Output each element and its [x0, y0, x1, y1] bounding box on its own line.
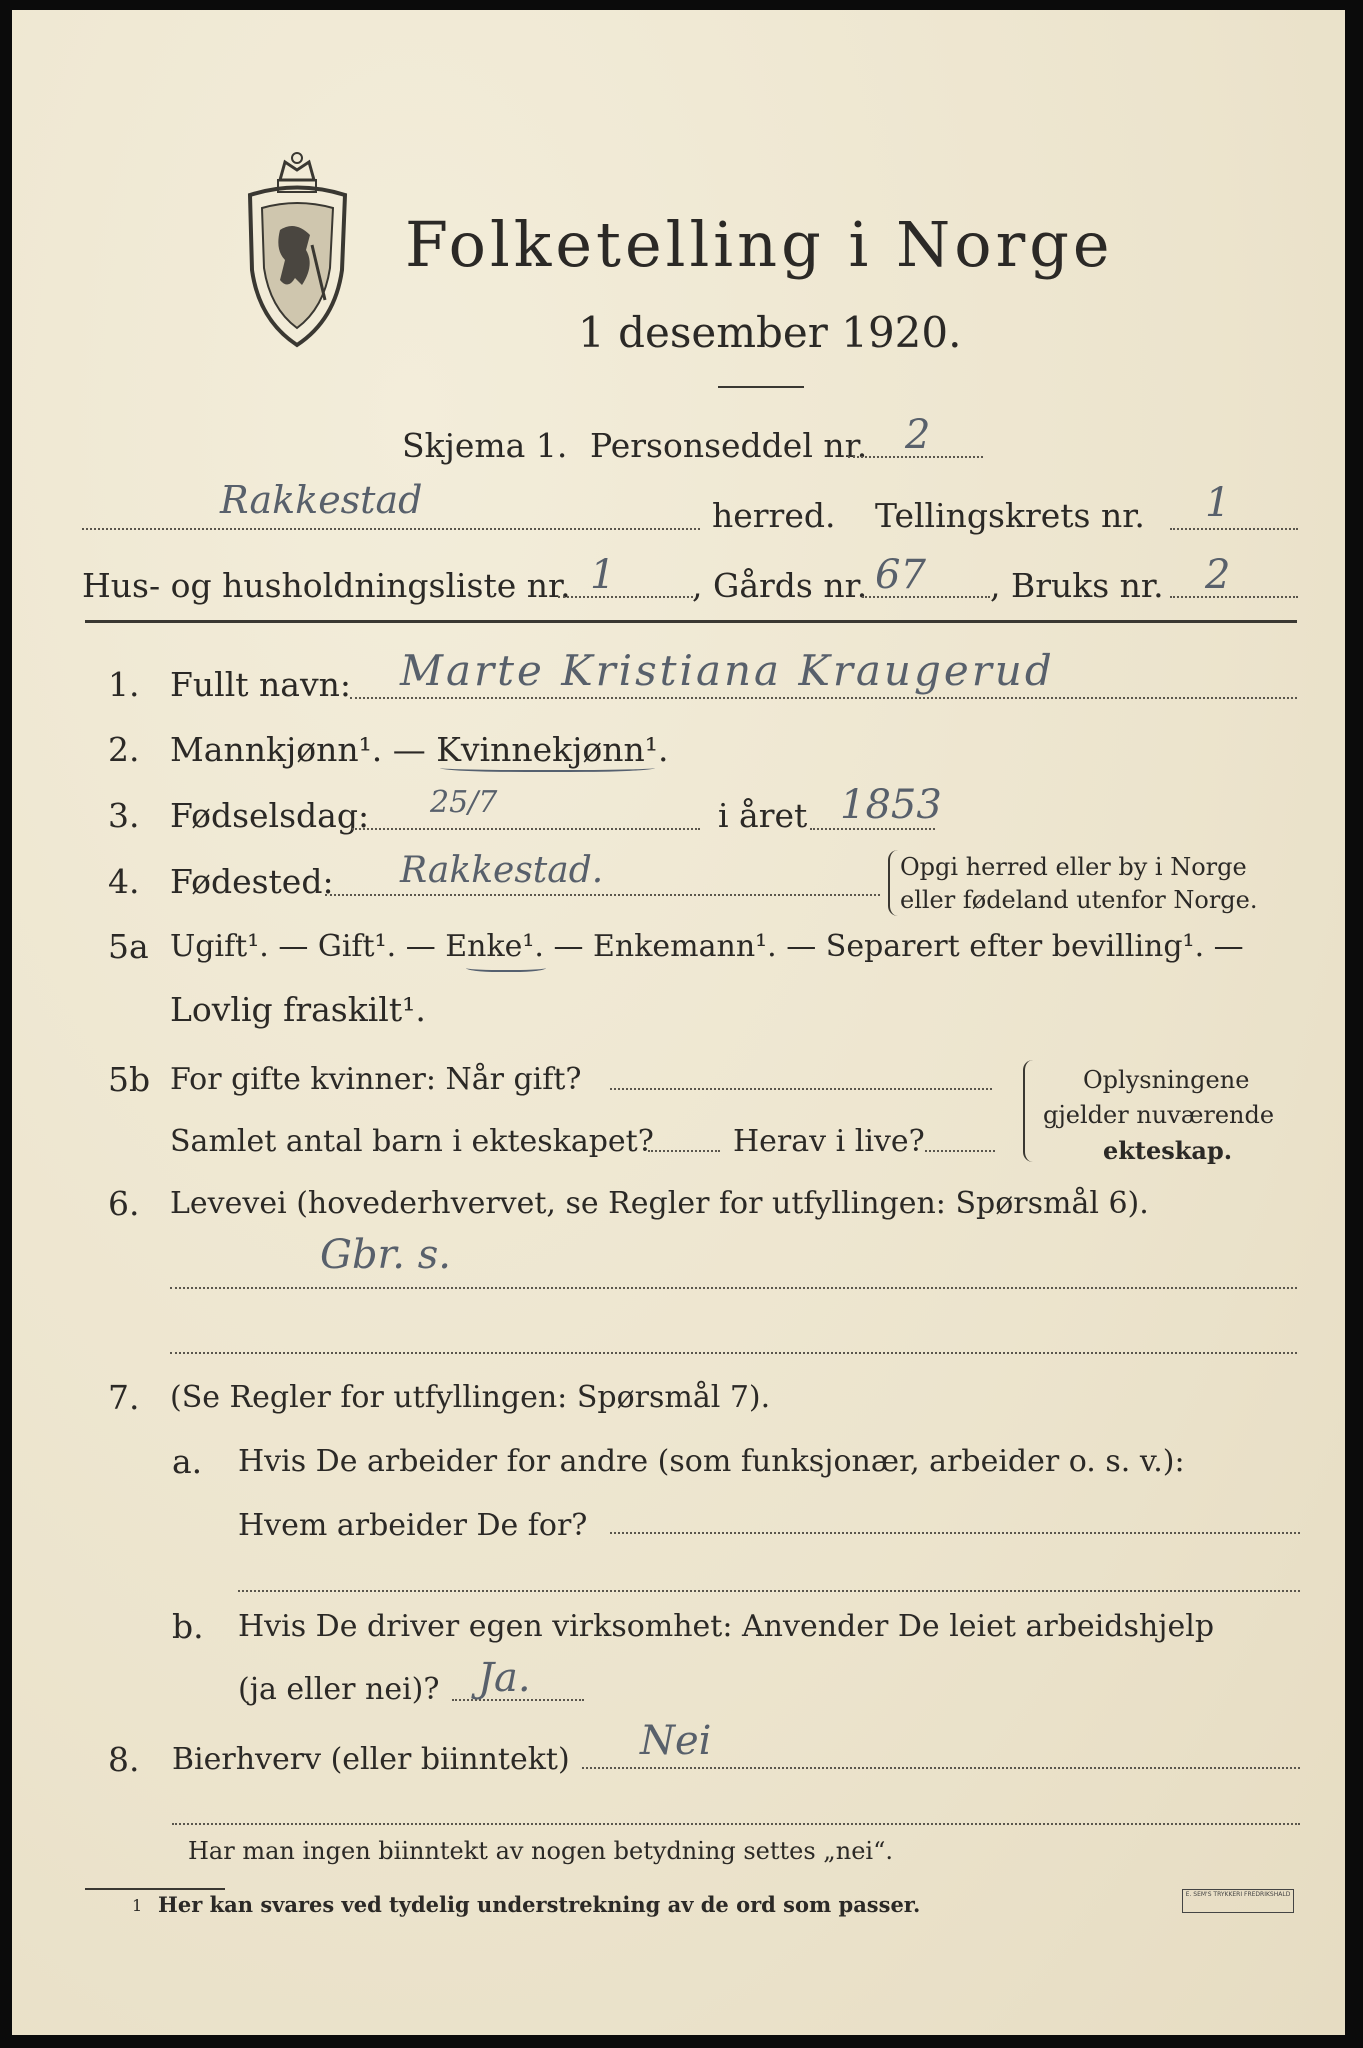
q7a-field-2: [238, 1590, 1300, 1592]
q8-value: Nei: [640, 1718, 712, 1764]
q6-field-1: [170, 1287, 1297, 1289]
hus-field: [558, 596, 693, 598]
gards-value: 67: [875, 552, 926, 598]
bruks-value: 2: [1205, 552, 1231, 598]
herred-value: Rakkestad: [220, 478, 423, 522]
footnote-number: 1: [132, 1896, 143, 1915]
footnote-rule: [85, 1888, 225, 1890]
q6-number: 6.: [108, 1184, 140, 1223]
form-title: Folketelling i Norge: [405, 208, 1114, 281]
header-rule: [85, 620, 1297, 623]
hus-label: Hus- og husholdningsliste nr.: [82, 566, 571, 605]
q4-label: Fødested:: [170, 862, 334, 901]
q1-field: [350, 697, 1297, 699]
q5b-label2: Samlet antal barn i ekteskapet?: [170, 1124, 654, 1159]
skjema-label: Skjema 1.: [402, 426, 568, 465]
q5a-line1: Ugift¹. — Gift¹. — Enke¹. — Enkemann¹. — Separert efter bevilling¹. —: [170, 929, 1244, 964]
q5a-underline-mark: [466, 962, 546, 972]
q1-number: 1.: [108, 665, 140, 704]
q7a-field-1: [610, 1532, 1300, 1534]
q7a-number: a.: [172, 1442, 203, 1481]
q8-label: Bierhverv (eller biinntekt): [172, 1742, 570, 1777]
q7b-number: b.: [172, 1607, 204, 1646]
q5b-number: 5b: [108, 1060, 151, 1099]
q1-value: Marte Kristiana Kraugerud: [400, 646, 1055, 695]
q4-field: [325, 894, 880, 896]
personseddel-value: 2: [905, 412, 931, 458]
q5b-label1: For gifte kvinner: Når gift?: [170, 1062, 582, 1097]
q6-field-2: [170, 1352, 1297, 1354]
tellingskrets-value: 1: [1205, 480, 1231, 526]
q2-number: 2.: [108, 730, 140, 769]
q3-value: 25/7: [430, 785, 498, 820]
q5b-ilive-field: [925, 1150, 995, 1152]
footer-note: Har man ingen biinntekt av nogen betydning settes „nei“.: [188, 1837, 893, 1865]
q8-field-1: [582, 1767, 1300, 1769]
q6-value: Gbr. s.: [320, 1232, 451, 1278]
q7b-line1: Hvis De driver egen virksomhet: Anvender De leiet arbeidshjelp: [238, 1609, 1215, 1644]
coat-of-arms-icon: [240, 150, 355, 350]
q7a-line2: Hvem arbeider De for?: [238, 1508, 588, 1543]
q4-note-line2: eller fødeland utenfor Norge.: [900, 886, 1258, 914]
q5b-gift-field: [610, 1088, 992, 1090]
q5b-note3: ekteskap.: [1103, 1136, 1233, 1165]
q5b-note1: Oplysningene: [1083, 1066, 1250, 1094]
q5b-brace: [1023, 1060, 1035, 1162]
title-divider: [718, 386, 804, 388]
q3-number: 3.: [108, 796, 140, 835]
q8-number: 8.: [108, 1740, 140, 1779]
q5a-line2: Lovlig fraskilt¹.: [170, 990, 426, 1029]
q6-label: Levevei (hovederhvervet, se Regler for utfyllingen: Spørsmål 6).: [170, 1186, 1149, 1221]
printer-stamp: E. SEM'S TRYKKERI FREDRIKSHALD: [1182, 1889, 1294, 1913]
q5a-number: 5a: [108, 927, 149, 966]
q3-year-value: 1853: [840, 782, 942, 828]
herred-label: herred.: [712, 496, 836, 535]
q3-year-field: [810, 828, 935, 830]
bruks-field: [1170, 596, 1298, 598]
q7b-line2: (ja eller nei)?: [238, 1672, 440, 1707]
hus-value: 1: [590, 552, 616, 598]
q2-label: Mannkjønn¹. — Kvinnekjønn¹.: [170, 730, 669, 769]
gards-label: , Gårds nr.: [692, 566, 868, 605]
q7a-line1: Hvis De arbeider for andre (som funksjonær, arbeider o. s. v.):: [238, 1444, 1185, 1479]
q3-year-label: i året: [718, 796, 808, 835]
bruks-label: , Bruks nr.: [990, 566, 1164, 605]
q5b-label3: Herav i live?: [733, 1124, 925, 1159]
q7-number: 7.: [108, 1378, 140, 1417]
census-date: 1 desember 1920.: [578, 308, 962, 357]
q5b-note2: gjelder nuværende: [1043, 1101, 1275, 1129]
q8-field-2: [172, 1823, 1300, 1825]
q2-underline-mark: [440, 762, 655, 772]
herred-field: [82, 528, 700, 530]
q3-field: [352, 828, 700, 830]
q7-label: (Se Regler for utfyllingen: Spørsmål 7).: [170, 1380, 771, 1415]
q4-number: 4.: [108, 862, 140, 901]
tellingskrets-field: [1170, 528, 1298, 530]
q3-label: Fødselsdag:: [170, 796, 370, 835]
q4-note-line1: Opgi herred eller by i Norge: [900, 853, 1247, 881]
q4-value: Rakkestad.: [400, 850, 604, 891]
tellingskrets-label: Tellingskrets nr.: [875, 496, 1145, 535]
personseddel-label: Personseddel nr.: [590, 426, 868, 465]
q7b-value: Ja.: [478, 1655, 531, 1701]
q4-brace: [888, 850, 898, 916]
footnote-text: Her kan svares ved tydelig understrekning av de ord som passer.: [158, 1892, 921, 1917]
q1-label: Fullt navn:: [170, 665, 351, 704]
q5b-barn-field: [648, 1150, 720, 1152]
